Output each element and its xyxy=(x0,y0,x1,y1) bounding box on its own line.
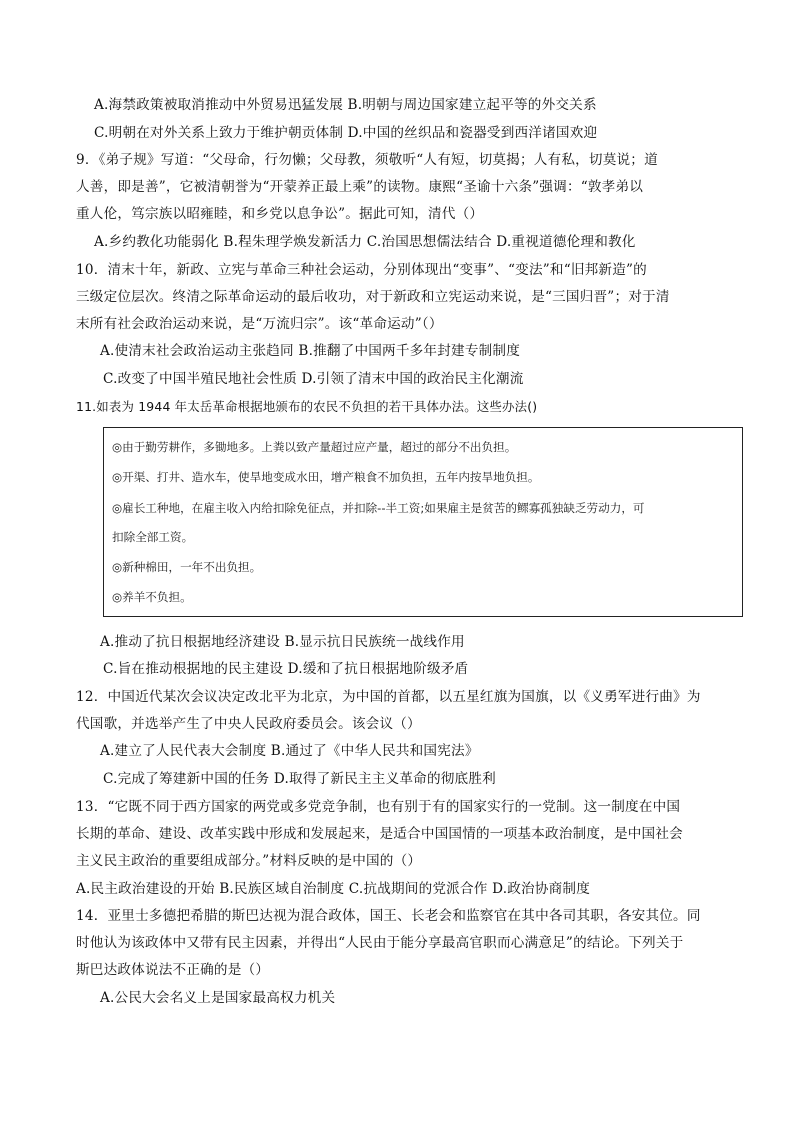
q12-options-cd: C.完成了筹建新中国的任务 D.取得了新民主主义革命的彻底胜利 xyxy=(103,771,496,787)
q13-stem-line-1: 13．“它既不同于西方国家的两党或多党竞争制，也有别于有的国家实行的一党制。这一制度在中国 xyxy=(76,799,681,815)
q13-stem-line-3: 主义民主政治的重要组成部分。”材料反映的是中国的（） xyxy=(76,853,422,869)
q11-options-cd: C.旨在推动根据地的民主建设 D.缓和了抗日根据地阶级矛盾 xyxy=(103,661,469,677)
q9-stem-line-1: 9．《弟子规》写道：“父母命，行勿懒；父母教，须敬听“人有短，切莫揭；人有私，切莫说；道 xyxy=(76,152,658,168)
q14-option-a: A.公民大会名义上是国家最高权力机关 xyxy=(100,990,336,1006)
q8-options-cd: C.明朝在对外关系上致力于维护朝贡体制 D.中国的丝织品和瓷器受到西洋诸国欢迎 xyxy=(94,125,598,141)
q12-options-ab: A.建立了人民代表大会制度 B.通过了《中华人民共和国宪法》 xyxy=(100,743,479,759)
q12-stem-line-1: 12．中国近代某次会议决定改北平为北京，为中国的首都，以五星红旗为国旗，以《义勇军进行曲》为 xyxy=(76,689,701,705)
q10-options-cd: C.改变了中国半殖民地社会性质 D.引领了清末中国的政治民主化潮流 xyxy=(103,371,524,387)
table-row: ◎雇长工种地，在雇主收入内给扣除免征点，并扣除--半工资;如果雇主是贫苦的鳏寡孤独缺乏劳动力，可 xyxy=(112,501,645,515)
q9-stem-line-2: 人善，即是善”，它被清朝誉为“开蒙养正最上乘”的读物。康熙“圣谕十六条”强调：“敦孝弟以 xyxy=(76,179,644,195)
q14-stem-line-3: 斯巴达政体说法不正确的是（） xyxy=(76,962,270,978)
q12-stem-line-2: 代国歌，并选举产生了中央人民政府委员会。该会议（） xyxy=(76,716,421,732)
q13-stem-line-2: 长期的革命、建设、改革实践中形成和发展起来，是适合中国国情的一项基本政治制度，是中国社会 xyxy=(76,826,683,842)
table-row: ◎新种棉田，一年不出负担。 xyxy=(112,560,262,574)
q9-stem-line-3: 重人伦，笃宗族以昭雍睦，和乡党以息争讼”。据此可知，清代（） xyxy=(76,206,484,222)
q11-measures-table xyxy=(103,427,743,617)
q13-options: A.民主政治建设的开始 B.民族区域自治制度 C.抗战期间的党派合作 D.政治协商制度 xyxy=(76,881,590,897)
q14-stem-line-1: 14．亚里士多德把希腊的斯巴达视为混合政体，国王、长老会和监察官在其中各司其职，各安其位。同 xyxy=(76,908,701,924)
table-row: ◎开渠、打井、造水车，使旱地变成水田，增产粮食不加负担，五年内按旱地负担。 xyxy=(112,470,540,484)
q10-stem-line-2: 三级定位层次。终清之际革命运动的最后收功，对于新政和立宪运动来说，是“三国归晋”；对于清 xyxy=(76,289,670,305)
q11-options-ab: A.推动了抗日根据地经济建设 B.显示抗日民族统一战线作用 xyxy=(100,634,465,650)
q10-stem-line-1: 10．清末十年，新政、立宪与革命三种社会运动，分别体现出“变事”、“变法”和“旧邦新造”的 xyxy=(76,262,647,278)
q14-stem-line-2: 时他认为该政体中又带有民主因素，并得出“人民由于能分享最高官职而心满意足”的结论。下列关于 xyxy=(76,935,684,951)
table-row: 扣除全部工资。 xyxy=(112,530,194,544)
q9-options: A.乡约教化功能弱化 B.程朱理学焕发新活力 C.治国思想儒法结合 D.重视道德伦理和教化 xyxy=(94,234,636,250)
table-row: ◎由于勤劳耕作，多锄地多。上粪以致产量超过应产量，超过的部分不出负担。 xyxy=(112,440,517,454)
q8-options-ab: A.海禁政策被取消推动中外贸易迅猛发展 B.明朝与周边国家建立起平等的外交关系 xyxy=(94,97,597,113)
q11-stem: 11.如表为 1944 年太岳革命根据地颁布的农民不负担的若干具体办法。这些办法() xyxy=(76,399,538,414)
table-row: ◎养羊不负担。 xyxy=(112,590,192,604)
q10-options-ab: A.使清末社会政治运动主张趋同 B.推翻了中国两千多年封建专制制度 xyxy=(100,343,520,359)
q10-stem-line-3: 末所有社会政治运动来说，是“万流归宗”。该“革命运动”（） xyxy=(76,316,443,332)
